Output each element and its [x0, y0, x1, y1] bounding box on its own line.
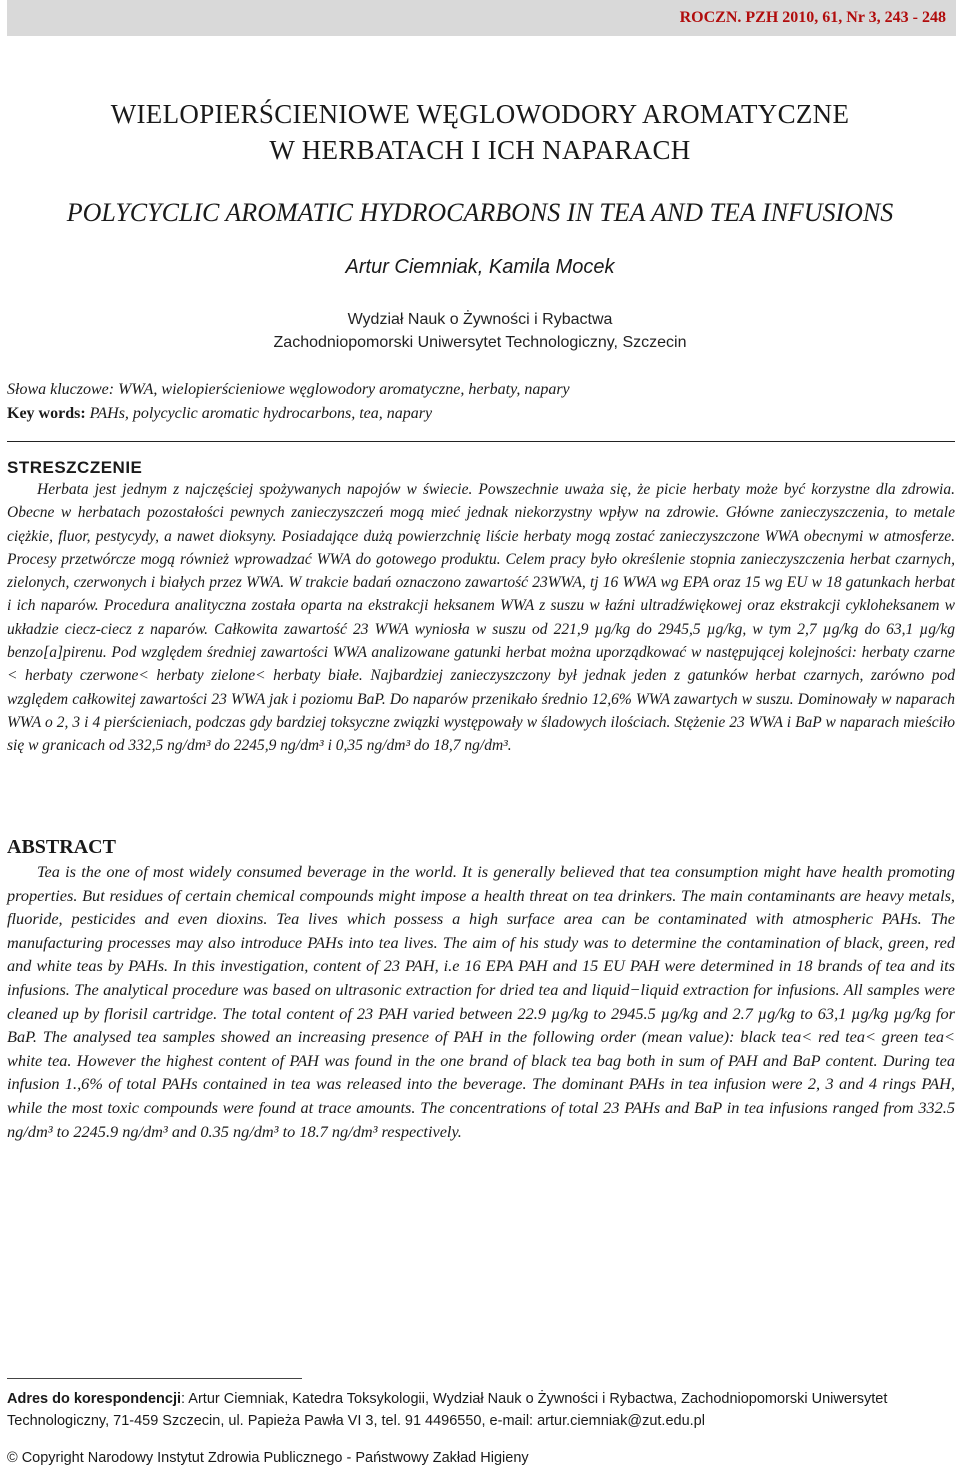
title-polish-line-2: W HERBATACH I ICH NAPARACH: [269, 135, 691, 165]
abstract-english: Tea is the one of most widely consumed beverage in the world. It is generally believed that tea consumption might have health promoting properties. But residues of certain chemical compounds might impose a health threat on tea drinkers. The main contaminants are heavy metals, fluoride, pesticides and even dioxins. Tea lives which possess a high surface area can be contaminated with atmospheric PAHs. The manufacturing processes may also introduce PAHs into tea lives. The aim of his study was to determine the contamination of black, green, red and white teas by PAHs. In this investigation, content of 23 PAH, i.e 16 EPA PAH and 15 EU PAH were determined in 18 brands of tea and its infusions. The analytical procedure was based on ultrasonic extraction for dried tea and liquid−liquid extraction for infusions. All samples were cleaned up by florisil cartridge. The total content of 23 PAH varied between 22.9 µg/kg to 2945.5 µg/kg and 2.7 µg/kg to 63,1 µg/kg µg/kg for BaP. The analysed tea samples showed an increasing presence of PAH in the following order (mean value): black tea< red tea< green tea< white tea. However the highest content of PAH was found in the one brand of black tea bag both in sum of PAH and BaP content. During tea infusion 1.,6% of total PAHs contained in tea was released into the beverage. The dominant PAHs in tea infusion were 2, 3 and 4 rings PAH, while the most toxic compounds were found at trace amounts. The concentrations of total 23 PAHs and BaP in tea infusions ranged from 332.5 ng/dm³ to 2245.9 ng/dm³ and 0.35 ng/dm³ to 18.7 ng/dm³ respectively.: [7, 862, 955, 1141]
keywords-english-text: PAHs, polycyclic aromatic hydrocarbons, tea, napary: [85, 405, 433, 422]
keywords-english-label: Key words:: [7, 405, 86, 422]
heading-streszczenie: STRESZCZENIE: [7, 458, 143, 477]
correspondence-address: [7, 1388, 955, 1432]
keywords-polish: Słowa kluczowe: WWA, wielopierścieniowe węglowodory aromatyczne, herbaty, napary: [7, 381, 570, 398]
heading-abstract: ABSTRACT: [7, 836, 116, 858]
journal-header: [7, 0, 956, 36]
section-divider: [7, 441, 955, 442]
abstract-polish: Herbata jest jednym z najczęściej spożywanych napojów w świecie. Powszechnie uważa się, że picie herbaty może być korzystne dla zdrowia. Obecne w herbatach pozostałości pewnych zanieczyszczeń mogą mieć jednak niekorzystny wpływ na zdrowie. Główne zanieczyszczenia, to metale ciężkie, fluor, pestycydy, a nawet dioksyny. Posiadające dużą powierzchnię liście herbaty mogą zostać zanieczyszczone WWA obecnymi w atmosferze. Procesy przetwórcze mogą również wprowadzać WWA do gotowego produktu. Celem pracy było określenie stopnia zanieczyszczenia herbat czarnych, zielonych, czerwonych i białych przez WWA. W trakcie badań oznaczono zawartość 23WWA, tj 16 WWA wg EPA oraz 15 wg EU w 18 gatunkach herbat i ich naparów. Procedura analityczna została oparta na ekstrakcji heksanem WWA z suszu w łaźni ultradźwiękowej oraz ekstrakcji cykloheksanem w układzie ciecz-ciecz z naparów. Całkowita zawartość 23 WWA wyniosła w suszu od 221,9 µg/kg do 2945,5 µg/kg, w tym 2,7 µg/kg do 63,1 µg/kg benzo[a]pirenu. Pod względem średniej zawartości WWA analizowane gatunki herbat można uporządkować w następującej kolejności: herbaty czarne < herbaty czerwone< herbaty zielone< herbaty białe. Najbardziej zanieczyszczony był jednak jeden z gatunków herbat czarnych, zarówno pod względem całkowitej zawartości 23 WWA jak i poziomu BaP. Do naparów przenikało średnio 12,6% WWA zawartych w suszu. Dominowały w naparach WWA o 2, 3 i 4 pierścieniach, podczas gdy bardziej toksyczne związki występowały w śladowych ilościach. Stężenie 23 WWA i BaP w naparach mieściło się w granicach od 332,5 ng/dm³ do 2245,9 ng/dm³ i 0,35 ng/dm³ do 18,7 ng/dm³.: [7, 481, 955, 755]
authors: Artur Ciemniak, Kamila Mocek: [345, 256, 615, 278]
title-polish: [0, 96, 960, 168]
affiliation: [0, 308, 960, 354]
keywords-english: [7, 402, 955, 426]
footnote-divider: [7, 1378, 302, 1379]
journal-reference: ROCZN. PZH 2010, 61, Nr 3, 243 - 248: [679, 9, 946, 26]
copyright-notice: © Copyright Narodowy Instytut Zdrowia Publicznego - Państwowy Zakład Higieny: [7, 1450, 529, 1466]
keywords-block: [7, 378, 955, 426]
correspondence-text: : Artur Ciemniak, Katedra Toksykologii, Wydział Nauk o Żywności i Rybactwa, Zachodniopomorski Uniwersytet Technologiczny, 71-459 Szczecin, ul. Papieża Pawła VI 3, tel. 91 4496550, e-mail: artur.ciemniak@zut.edu.pl: [7, 1391, 888, 1429]
correspondence-label: Adres do korespondencji: [7, 1391, 182, 1407]
title-polish-line-1: WIELOPIERŚCIENIOWE WĘGLOWODORY AROMATYCZNE: [110, 99, 850, 129]
title-english: POLYCYCLIC AROMATIC HYDROCARBONS IN TEA AND TEA INFUSIONS: [66, 198, 894, 227]
affiliation-line-2: Zachodniopomorski Uniwersytet Technologiczny, Szczecin: [273, 334, 687, 351]
affiliation-line-1: Wydział Nauk o Żywności i Rybactwa: [347, 311, 613, 328]
